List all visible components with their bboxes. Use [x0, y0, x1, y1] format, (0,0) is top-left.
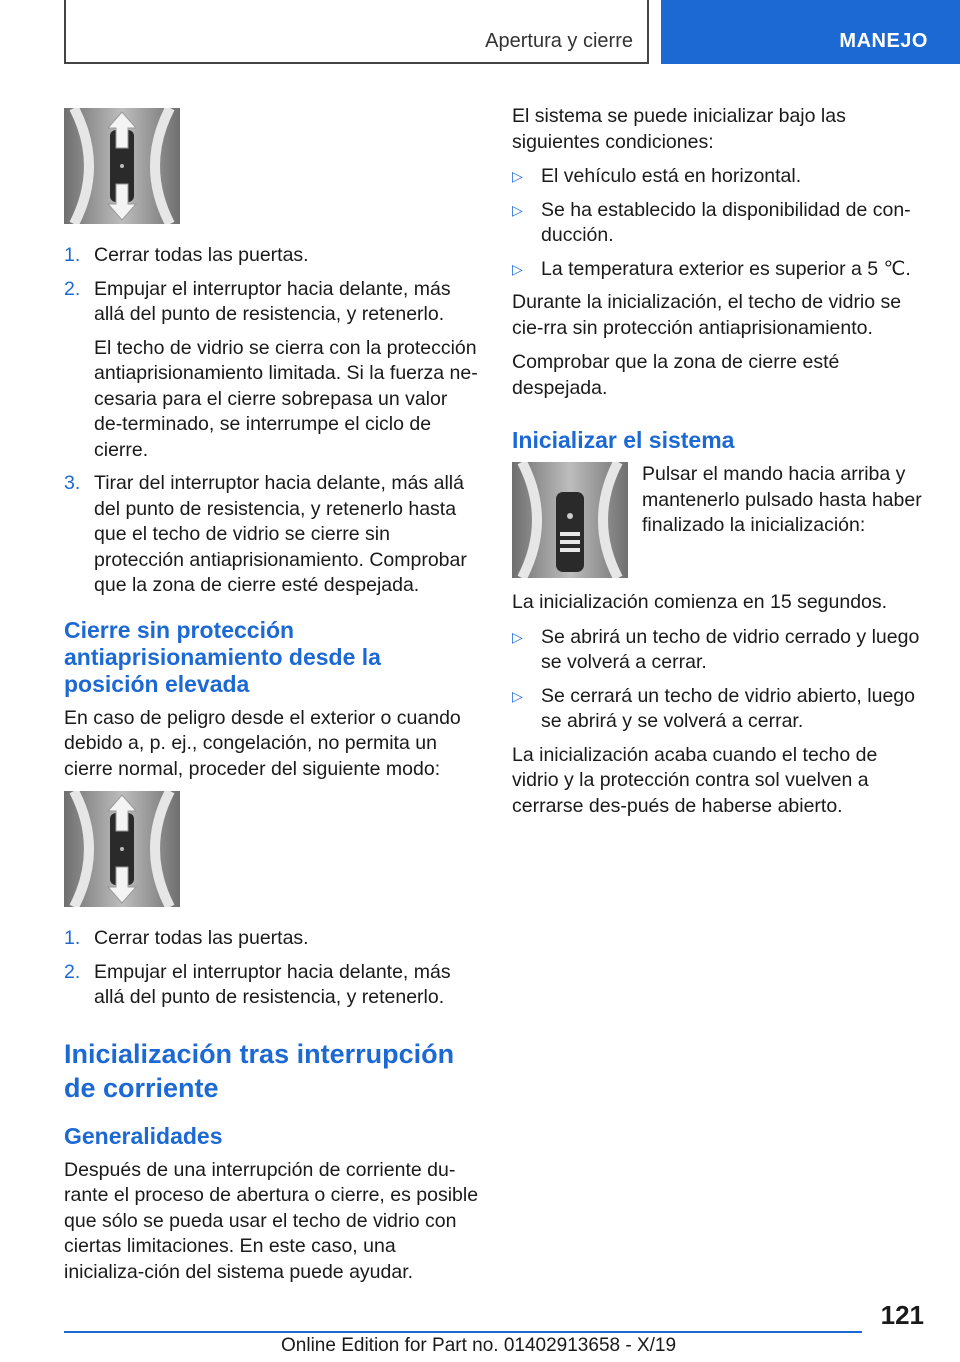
paragraph-general: Después de una interrupción de corriente du‐rante el proceso de abertura o cierre, es posible que sólo se pueda usar el techo de vidrio con ciertas limitaciones. En este caso, una inicializa‐ción del sistema puede ayudar. [64, 1158, 479, 1283]
list-item [512, 625, 927, 676]
left-column [64, 104, 479, 1294]
edition-text: Online Edition for Part no. 01402913658 - X/19 [281, 1335, 677, 1356]
switch-image-2 [64, 791, 479, 912]
list-item [64, 926, 479, 952]
paragraph-check-zone: Comprobar que la zona de cierre esté despejada. [512, 351, 840, 399]
chapter-tab[interactable] [661, 0, 960, 64]
paragraph-danger: En caso de peligro desde el exterior o cuando debido a, p. ej., congelación, no permita un cierre normal, proceder del siguiente modo: [64, 706, 461, 780]
step-text: Cerrar todas las puertas. [94, 927, 309, 949]
step-number: 2. [64, 960, 81, 983]
list-item [512, 164, 927, 190]
paragraph-conditions: El sistema se puede inicializar bajo las siguientes condiciones: [512, 105, 846, 153]
paragraph-init-start: La inicialización comienza en 15 segundos. [512, 591, 888, 613]
step-text: Empujar el interruptor hacia delante, más allá del punto de resistencia, y retenerlo. [94, 960, 451, 1008]
list-item-text: La temperatura exterior es superior a 5 ℃. [541, 257, 911, 280]
chapter-tab-label: MANEJO [839, 30, 928, 52]
heading-close-without-protection: Cierre sin protección antiaprisionamiento desde la posición elevada [64, 616, 381, 697]
list-item-text: Se abrirá un techo de vidrio cerrado y luego se volverá a cerrar. [541, 625, 920, 673]
list-item [512, 257, 927, 283]
step-number: 3. [64, 472, 81, 494]
heading-initialization: Inicialización tras interrupción de corriente [64, 1038, 455, 1103]
page-number: 121 [880, 1300, 924, 1330]
list-item [64, 960, 479, 1011]
step-note: El techo de vidrio se cierra con la protección antiaprisionamiento limitada. Si la fuerza ne‐cesaria para el cierre sobrepasa un valor de‐terminado, se interrumpe el ciclo de cierre. [94, 336, 478, 461]
step-number: 2. [64, 277, 81, 300]
roof-switch-push-illustration [64, 108, 180, 224]
paragraph-init-end: La inicialización acaba cuando el techo de vidrio y la protección contra sol vuelven a cerrarse des‐pués de haberse abierto. [512, 743, 878, 817]
step-number: 1. [64, 244, 81, 266]
emergency-close-steps-list [64, 926, 479, 1011]
footer-divider [64, 1331, 862, 1333]
roof-switch-up-illustration [512, 462, 628, 578]
step-text: Tirar del interruptor hacia delante, más allá del punto de resistencia, y retenerlo hasta que el techo de vidrio se cierre sin protección antiaprisionamiento. Comprobar que la zona de cierre esté despejada. [94, 472, 467, 596]
step-number: 1. [64, 927, 81, 949]
heading-general: Generalidades [64, 1122, 223, 1149]
switch-image-1 [64, 108, 479, 229]
heading-initialize-system: Inicializar el sistema [512, 427, 735, 453]
init-instruction-row [512, 462, 927, 578]
page-header [0, 0, 960, 66]
list-item [512, 684, 927, 735]
close-steps-list [64, 243, 479, 599]
list-item [64, 471, 479, 599]
bullet-triangle-icon: ▷ [512, 260, 523, 277]
paragraph-during-init: Durante la inicialización, el techo de vidrio se cie‐rra sin protección antiaprisionamiento. [512, 291, 902, 339]
bullet-triangle-icon: ▷ [512, 687, 523, 704]
list-item [64, 243, 479, 269]
section-header-box [64, 0, 649, 64]
results-list [512, 625, 927, 735]
step-text: Empujar el interruptor hacia delante, más allá del punto de resistencia, y retenerlo. [94, 277, 451, 325]
section-title: Apertura y cierre [485, 30, 633, 52]
paragraph-press-up: Pulsar el mando hacia arriba y mantenerlo pulsado hasta haber finalizado la inicialización: [642, 463, 922, 536]
bullet-triangle-icon: ▷ [512, 168, 523, 184]
list-item [64, 277, 479, 464]
roof-switch-pull-illustration [64, 791, 180, 907]
list-item [512, 198, 927, 249]
conditions-list [512, 164, 927, 282]
bullet-triangle-icon: ▷ [512, 628, 523, 645]
list-item-text: Se ha establecido la disponibilidad de con‐ducción. [541, 198, 911, 246]
step-text: Cerrar todas las puertas. [94, 244, 309, 266]
bullet-triangle-icon: ▷ [512, 201, 523, 218]
right-column [512, 104, 927, 828]
list-item-text: Se cerrará un techo de vidrio abierto, luego se abrirá y se volverá a cerrar. [541, 684, 915, 732]
list-item-text: El vehículo está en horizontal. [541, 165, 802, 187]
